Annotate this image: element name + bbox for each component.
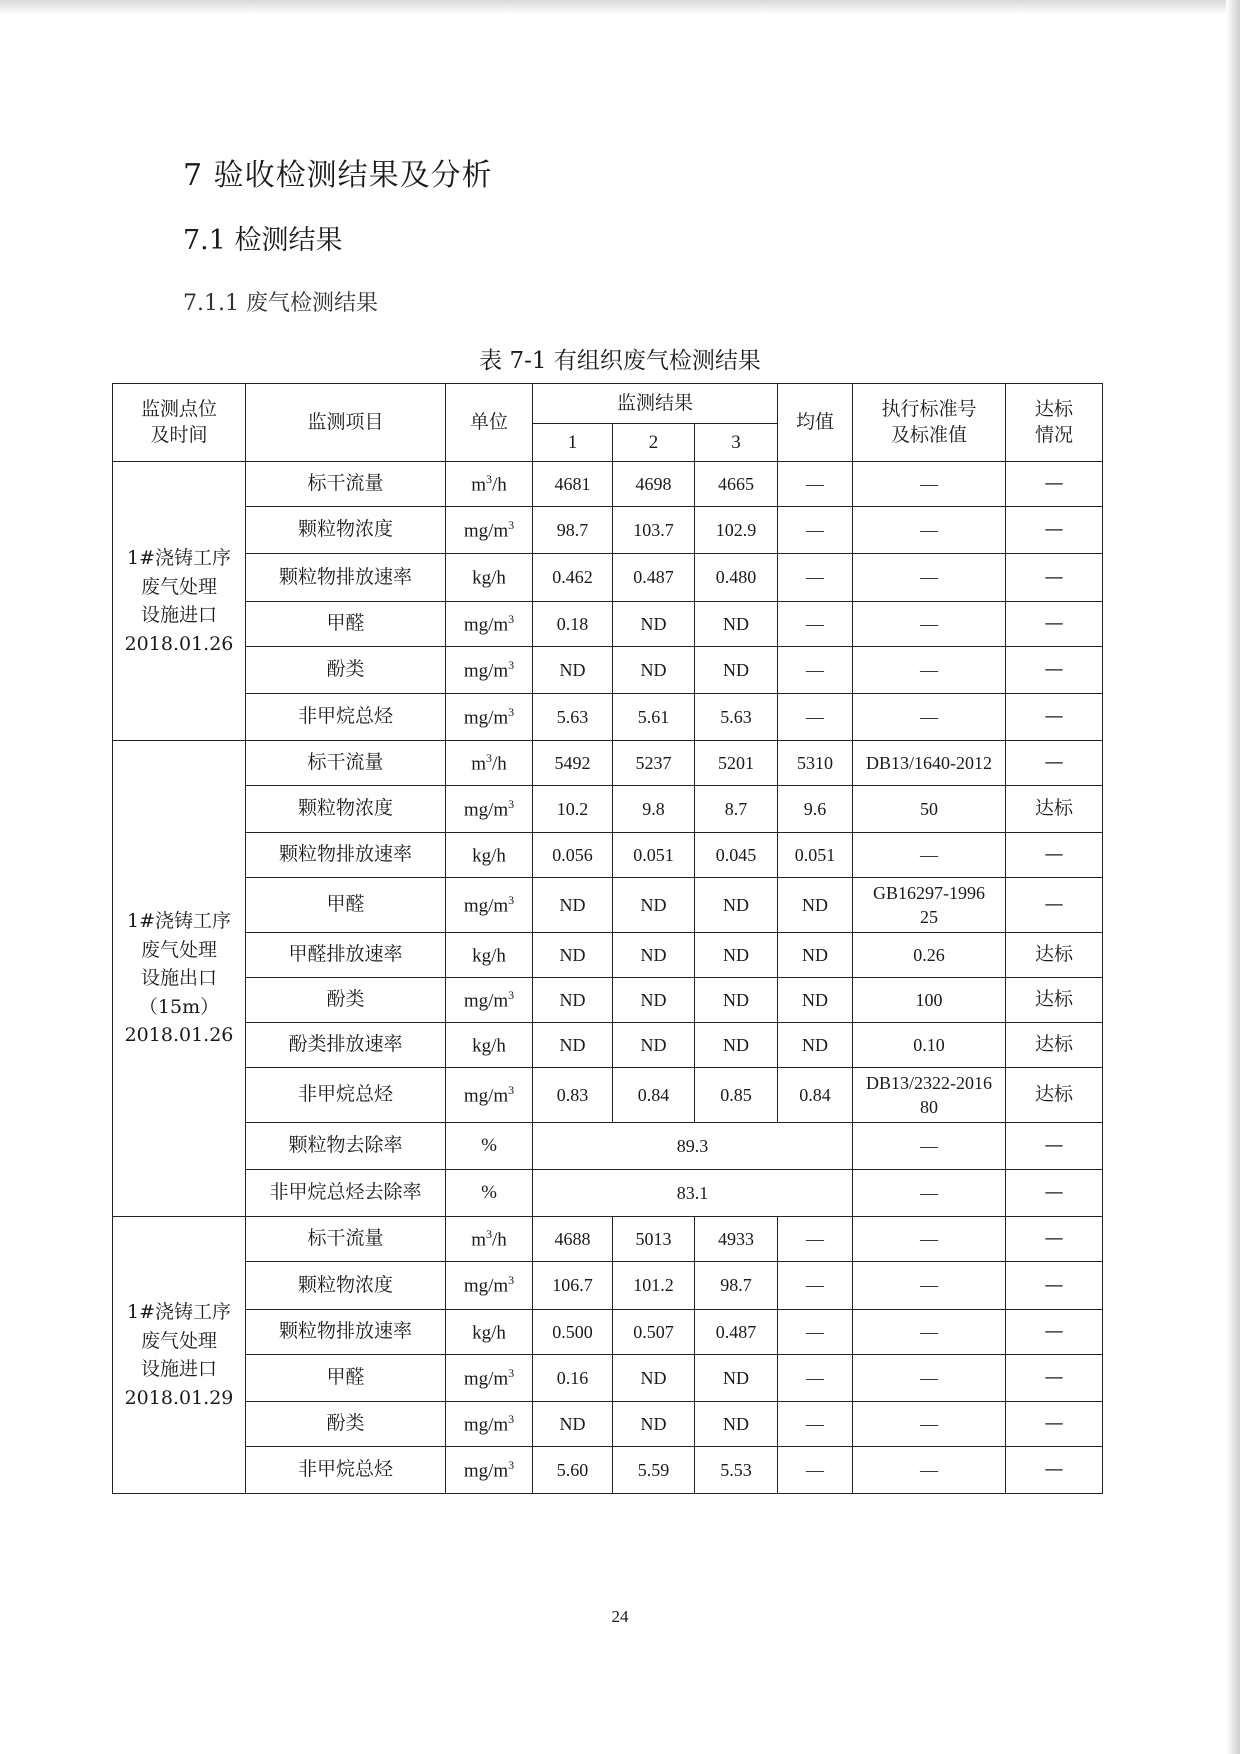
result-3-cell: 4665 xyxy=(695,462,778,507)
compliance-cell: — xyxy=(1006,462,1103,507)
standard-cell: — xyxy=(853,554,1006,602)
mean-cell: — xyxy=(778,647,853,694)
result-2-cell: ND xyxy=(613,602,695,647)
result-1-cell: ND xyxy=(533,647,613,694)
emission-results-table xyxy=(112,383,1103,1494)
unit-cell: % xyxy=(446,1123,533,1170)
result-1-cell: 0.83 xyxy=(533,1068,613,1123)
result-3-cell: ND xyxy=(695,1402,778,1447)
mean-cell: ND xyxy=(778,1023,853,1068)
mean-cell: — xyxy=(778,1447,853,1494)
unit-suffix: /h xyxy=(492,473,507,495)
unit-cell xyxy=(446,933,533,978)
header-item: 监测项目 xyxy=(246,384,446,462)
unit-text: mg/m xyxy=(463,1084,509,1106)
compliance-cell: 达标 xyxy=(1006,1023,1103,1068)
item-cell: 酚类 xyxy=(246,647,446,694)
unit-exponent: 3 xyxy=(486,750,492,765)
compliance-cell: — xyxy=(1006,1402,1103,1447)
table-row xyxy=(113,833,1103,878)
table-row xyxy=(113,1068,1103,1123)
result-1-cell: ND xyxy=(533,933,613,978)
unit-text: m xyxy=(471,1228,486,1250)
header-location: 监测点位 及时间 xyxy=(113,384,246,462)
unit-exponent: 3 xyxy=(486,1226,492,1241)
result-3-cell: 98.7 xyxy=(695,1262,778,1310)
mean-cell: — xyxy=(778,462,853,507)
unit-text: mg/m xyxy=(463,1367,509,1389)
unit-cell xyxy=(446,507,533,554)
mean-cell: — xyxy=(778,507,853,554)
result-3-cell: 102.9 xyxy=(695,507,778,554)
mean-cell: — xyxy=(778,602,853,647)
table-row xyxy=(113,933,1103,978)
header-results: 监测结果 xyxy=(533,384,778,424)
mean-cell: 9.6 xyxy=(778,786,853,833)
unit-cell xyxy=(446,602,533,647)
mean-cell: — xyxy=(778,694,853,741)
result-3-cell: ND xyxy=(695,1023,778,1068)
unit-exponent: 3 xyxy=(508,1411,515,1426)
standard-cell: — xyxy=(853,1402,1006,1447)
header-unit: 单位 xyxy=(446,384,533,462)
result-2-cell: 5.59 xyxy=(613,1447,695,1494)
header-standard: 执行标准号 及标准值 xyxy=(853,384,1006,462)
item-cell: 颗粒物浓度 xyxy=(246,507,446,554)
standard-cell: — xyxy=(853,833,1006,878)
unit-cell xyxy=(446,786,533,833)
result-2-cell: ND xyxy=(613,933,695,978)
result-2-cell: 9.8 xyxy=(613,786,695,833)
unit-cell xyxy=(446,878,533,933)
unit-suffix: /h xyxy=(492,752,507,774)
table-row xyxy=(113,647,1103,694)
unit-cell xyxy=(446,1447,533,1494)
standard-cell: — xyxy=(853,507,1006,554)
compliance-cell: — xyxy=(1006,602,1103,647)
standard-cell: DB13/1640-2012 xyxy=(853,741,1006,786)
table-body xyxy=(113,384,1103,1494)
unit-cell xyxy=(446,1402,533,1447)
item-cell: 非甲烷总烃 xyxy=(246,1447,446,1494)
unit-exponent: 3 xyxy=(508,704,515,719)
item-cell: 颗粒物排放速率 xyxy=(246,833,446,878)
chapter-heading: 7 验收检测结果及分析 xyxy=(183,158,493,193)
unit-text: m xyxy=(471,752,486,774)
unit-cell xyxy=(446,647,533,694)
result-3-cell: 0.045 xyxy=(695,833,778,878)
standard-cell: — xyxy=(853,1310,1006,1355)
header-result-3: 3 xyxy=(695,424,778,462)
mean-cell: — xyxy=(778,1262,853,1310)
scan-edge-top xyxy=(0,0,1240,14)
item-cell: 甲醛 xyxy=(246,1355,446,1402)
compliance-cell: — xyxy=(1006,1123,1103,1170)
unit-exponent: 3 xyxy=(508,1082,515,1097)
compliance-cell: — xyxy=(1006,741,1103,786)
standard-cell: — xyxy=(853,694,1006,741)
result-2-cell: ND xyxy=(613,878,695,933)
compliance-cell: — xyxy=(1006,1310,1103,1355)
item-cell: 酚类 xyxy=(246,978,446,1023)
item-cell: 非甲烷总烃 xyxy=(246,694,446,741)
table-row xyxy=(113,1402,1103,1447)
table-row xyxy=(113,1262,1103,1310)
section-heading: 7.1 检测结果 xyxy=(183,225,343,256)
result-1-cell: 0.18 xyxy=(533,602,613,647)
header-compliance: 达标 情况 xyxy=(1006,384,1103,462)
unit-text: kg/h xyxy=(472,1321,506,1343)
result-1-cell: 0.056 xyxy=(533,833,613,878)
item-cell: 酚类排放速率 xyxy=(246,1023,446,1068)
result-2-cell: 0.84 xyxy=(613,1068,695,1123)
mean-cell: — xyxy=(778,1355,853,1402)
location-cell: 1#浇铸工序 废气处理 设施进口 2018.01.29 xyxy=(113,1217,246,1494)
table-row xyxy=(113,1170,1103,1217)
compliance-cell: — xyxy=(1006,1447,1103,1494)
compliance-cell: — xyxy=(1006,647,1103,694)
item-cell: 酚类 xyxy=(246,1402,446,1447)
result-3-cell: ND xyxy=(695,878,778,933)
result-2-cell: 103.7 xyxy=(613,507,695,554)
item-cell: 颗粒物排放速率 xyxy=(246,554,446,602)
unit-text: kg/h xyxy=(472,944,506,966)
unit-cell xyxy=(446,1310,533,1355)
table-row xyxy=(113,554,1103,602)
standard-cell: 50 xyxy=(853,786,1006,833)
result-3-cell: 0.480 xyxy=(695,554,778,602)
table-row xyxy=(113,741,1103,786)
mean-cell: — xyxy=(778,1310,853,1355)
compliance-cell: — xyxy=(1006,1355,1103,1402)
unit-cell xyxy=(446,833,533,878)
unit-exponent: 3 xyxy=(508,657,515,672)
scan-edge-right xyxy=(1226,0,1240,1754)
result-1-cell: ND xyxy=(533,978,613,1023)
unit-exponent: 3 xyxy=(508,1365,515,1380)
mean-cell: 5310 xyxy=(778,741,853,786)
item-cell: 颗粒物排放速率 xyxy=(246,1310,446,1355)
removal-rate-cell: 83.1 xyxy=(533,1170,853,1217)
item-cell: 标干流量 xyxy=(246,741,446,786)
table-row xyxy=(113,694,1103,741)
header-mean: 均值 xyxy=(778,384,853,462)
unit-text: mg/m xyxy=(463,1413,509,1435)
result-3-cell: 5.63 xyxy=(695,694,778,741)
location-cell: 1#浇铸工序 废气处理 设施出口 （15m） 2018.01.26 xyxy=(113,741,246,1217)
item-cell: 颗粒物浓度 xyxy=(246,1262,446,1310)
result-1-cell: 0.16 xyxy=(533,1355,613,1402)
compliance-cell: 达标 xyxy=(1006,978,1103,1023)
unit-cell xyxy=(446,1262,533,1310)
unit-exponent: 3 xyxy=(508,987,515,1002)
compliance-cell: — xyxy=(1006,1217,1103,1262)
item-cell: 标干流量 xyxy=(246,462,446,507)
unit-exponent: 3 xyxy=(508,1457,515,1472)
unit-text: mg/m xyxy=(463,659,509,681)
unit-text: kg/h xyxy=(472,1034,506,1056)
table-row xyxy=(113,1217,1103,1262)
result-1-cell: 4688 xyxy=(533,1217,613,1262)
unit-text: mg/m xyxy=(463,706,509,728)
removal-rate-cell: 89.3 xyxy=(533,1123,853,1170)
mean-cell: — xyxy=(778,1217,853,1262)
result-1-cell: 5.60 xyxy=(533,1447,613,1494)
unit-cell xyxy=(446,1068,533,1123)
result-2-cell: 5237 xyxy=(613,741,695,786)
standard-cell: 0.10 xyxy=(853,1023,1006,1068)
item-cell: 甲醛 xyxy=(246,602,446,647)
unit-cell xyxy=(446,694,533,741)
unit-text: mg/m xyxy=(463,613,509,635)
mean-cell: — xyxy=(778,1402,853,1447)
table-caption: 表 7-1 有组织废气检测结果 xyxy=(479,348,761,374)
result-1-cell: ND xyxy=(533,1023,613,1068)
result-2-cell: 5.61 xyxy=(613,694,695,741)
standard-cell: 100 xyxy=(853,978,1006,1023)
result-2-cell: 0.051 xyxy=(613,833,695,878)
unit-text: mg/m xyxy=(463,894,509,916)
result-2-cell: 101.2 xyxy=(613,1262,695,1310)
result-1-cell: 5492 xyxy=(533,741,613,786)
header-row xyxy=(113,384,1103,424)
result-3-cell: ND xyxy=(695,933,778,978)
compliance-cell: — xyxy=(1006,694,1103,741)
location-cell: 1#浇铸工序 废气处理 设施进口 2018.01.26 xyxy=(113,462,246,741)
unit-cell xyxy=(446,554,533,602)
unit-text: mg/m xyxy=(463,1275,509,1297)
unit-text: kg/h xyxy=(472,567,506,589)
unit-exponent: 3 xyxy=(508,1273,515,1288)
result-3-cell: 8.7 xyxy=(695,786,778,833)
result-1-cell: 0.462 xyxy=(533,554,613,602)
compliance-cell: — xyxy=(1006,1170,1103,1217)
item-cell: 非甲烷总烃 xyxy=(246,1068,446,1123)
result-3-cell: ND xyxy=(695,647,778,694)
mean-cell: 0.84 xyxy=(778,1068,853,1123)
compliance-cell: — xyxy=(1006,878,1103,933)
table-row xyxy=(113,602,1103,647)
standard-cell: — xyxy=(853,647,1006,694)
table-row xyxy=(113,1355,1103,1402)
compliance-cell: 达标 xyxy=(1006,933,1103,978)
mean-cell: ND xyxy=(778,933,853,978)
result-1-cell: ND xyxy=(533,878,613,933)
unit-text: mg/m xyxy=(463,519,509,541)
table-row xyxy=(113,1023,1103,1068)
subsection-heading: 7.1.1 废气检测结果 xyxy=(183,291,378,316)
result-3-cell: ND xyxy=(695,602,778,647)
unit-cell xyxy=(446,978,533,1023)
result-2-cell: ND xyxy=(613,1355,695,1402)
item-cell: 标干流量 xyxy=(246,1217,446,1262)
compliance-cell: 达标 xyxy=(1006,786,1103,833)
unit-cell xyxy=(446,741,533,786)
table-row xyxy=(113,1310,1103,1355)
table-row xyxy=(113,1123,1103,1170)
result-1-cell: 0.500 xyxy=(533,1310,613,1355)
result-2-cell: 5013 xyxy=(613,1217,695,1262)
result-3-cell: 0.487 xyxy=(695,1310,778,1355)
unit-text: mg/m xyxy=(463,798,509,820)
standard-cell: GB16297-1996 25 xyxy=(853,878,1006,933)
result-2-cell: ND xyxy=(613,647,695,694)
table-row xyxy=(113,878,1103,933)
compliance-cell: — xyxy=(1006,833,1103,878)
compliance-cell: 达标 xyxy=(1006,1068,1103,1123)
result-2-cell: ND xyxy=(613,1023,695,1068)
unit-cell xyxy=(446,462,533,507)
item-cell: 甲醛 xyxy=(246,878,446,933)
header-result-2: 2 xyxy=(613,424,695,462)
standard-cell: — xyxy=(853,1217,1006,1262)
standard-cell: 0.26 xyxy=(853,933,1006,978)
result-3-cell: ND xyxy=(695,1355,778,1402)
header-result-1: 1 xyxy=(533,424,613,462)
unit-text: kg/h xyxy=(472,844,506,866)
unit-suffix: /h xyxy=(492,1228,507,1250)
result-2-cell: 0.507 xyxy=(613,1310,695,1355)
result-3-cell: ND xyxy=(695,978,778,1023)
result-1-cell: 10.2 xyxy=(533,786,613,833)
result-1-cell: 98.7 xyxy=(533,507,613,554)
unit-exponent: 3 xyxy=(508,796,515,811)
unit-text: m xyxy=(471,473,486,495)
standard-cell: — xyxy=(853,602,1006,647)
standard-cell: — xyxy=(853,1262,1006,1310)
unit-exponent: 3 xyxy=(508,611,515,626)
mean-cell: — xyxy=(778,554,853,602)
table-row xyxy=(113,462,1103,507)
unit-cell xyxy=(446,1217,533,1262)
result-1-cell: 106.7 xyxy=(533,1262,613,1310)
compliance-cell: — xyxy=(1006,554,1103,602)
table-row xyxy=(113,786,1103,833)
table-row xyxy=(113,978,1103,1023)
standard-cell: — xyxy=(853,1447,1006,1494)
item-cell: 非甲烷总烃去除率 xyxy=(246,1170,446,1217)
result-2-cell: 0.487 xyxy=(613,554,695,602)
page-number: 24 xyxy=(611,1607,629,1626)
unit-text: mg/m xyxy=(463,1459,509,1481)
item-cell: 甲醛排放速率 xyxy=(246,933,446,978)
unit-cell xyxy=(446,1355,533,1402)
result-3-cell: 4933 xyxy=(695,1217,778,1262)
result-3-cell: 0.85 xyxy=(695,1068,778,1123)
unit-cell xyxy=(446,1023,533,1068)
result-2-cell: 4698 xyxy=(613,462,695,507)
mean-cell: 0.051 xyxy=(778,833,853,878)
result-1-cell: ND xyxy=(533,1402,613,1447)
unit-exponent: 3 xyxy=(508,517,515,532)
unit-text: mg/m xyxy=(463,989,509,1011)
result-1-cell: 4681 xyxy=(533,462,613,507)
item-cell: 颗粒物浓度 xyxy=(246,786,446,833)
result-3-cell: 5201 xyxy=(695,741,778,786)
standard-cell: — xyxy=(853,462,1006,507)
result-1-cell: 5.63 xyxy=(533,694,613,741)
standard-cell: DB13/2322-2016 80 xyxy=(853,1068,1006,1123)
standard-cell: — xyxy=(853,1170,1006,1217)
standard-cell: — xyxy=(853,1123,1006,1170)
standard-cell: — xyxy=(853,1355,1006,1402)
result-2-cell: ND xyxy=(613,978,695,1023)
item-cell: 颗粒物去除率 xyxy=(246,1123,446,1170)
table-row xyxy=(113,1447,1103,1494)
unit-exponent: 3 xyxy=(486,471,492,486)
unit-exponent: 3 xyxy=(508,892,515,907)
table-row xyxy=(113,507,1103,554)
mean-cell: ND xyxy=(778,978,853,1023)
unit-cell: % xyxy=(446,1170,533,1217)
compliance-cell: — xyxy=(1006,1262,1103,1310)
compliance-cell: — xyxy=(1006,507,1103,554)
result-3-cell: 5.53 xyxy=(695,1447,778,1494)
mean-cell: ND xyxy=(778,878,853,933)
result-2-cell: ND xyxy=(613,1402,695,1447)
